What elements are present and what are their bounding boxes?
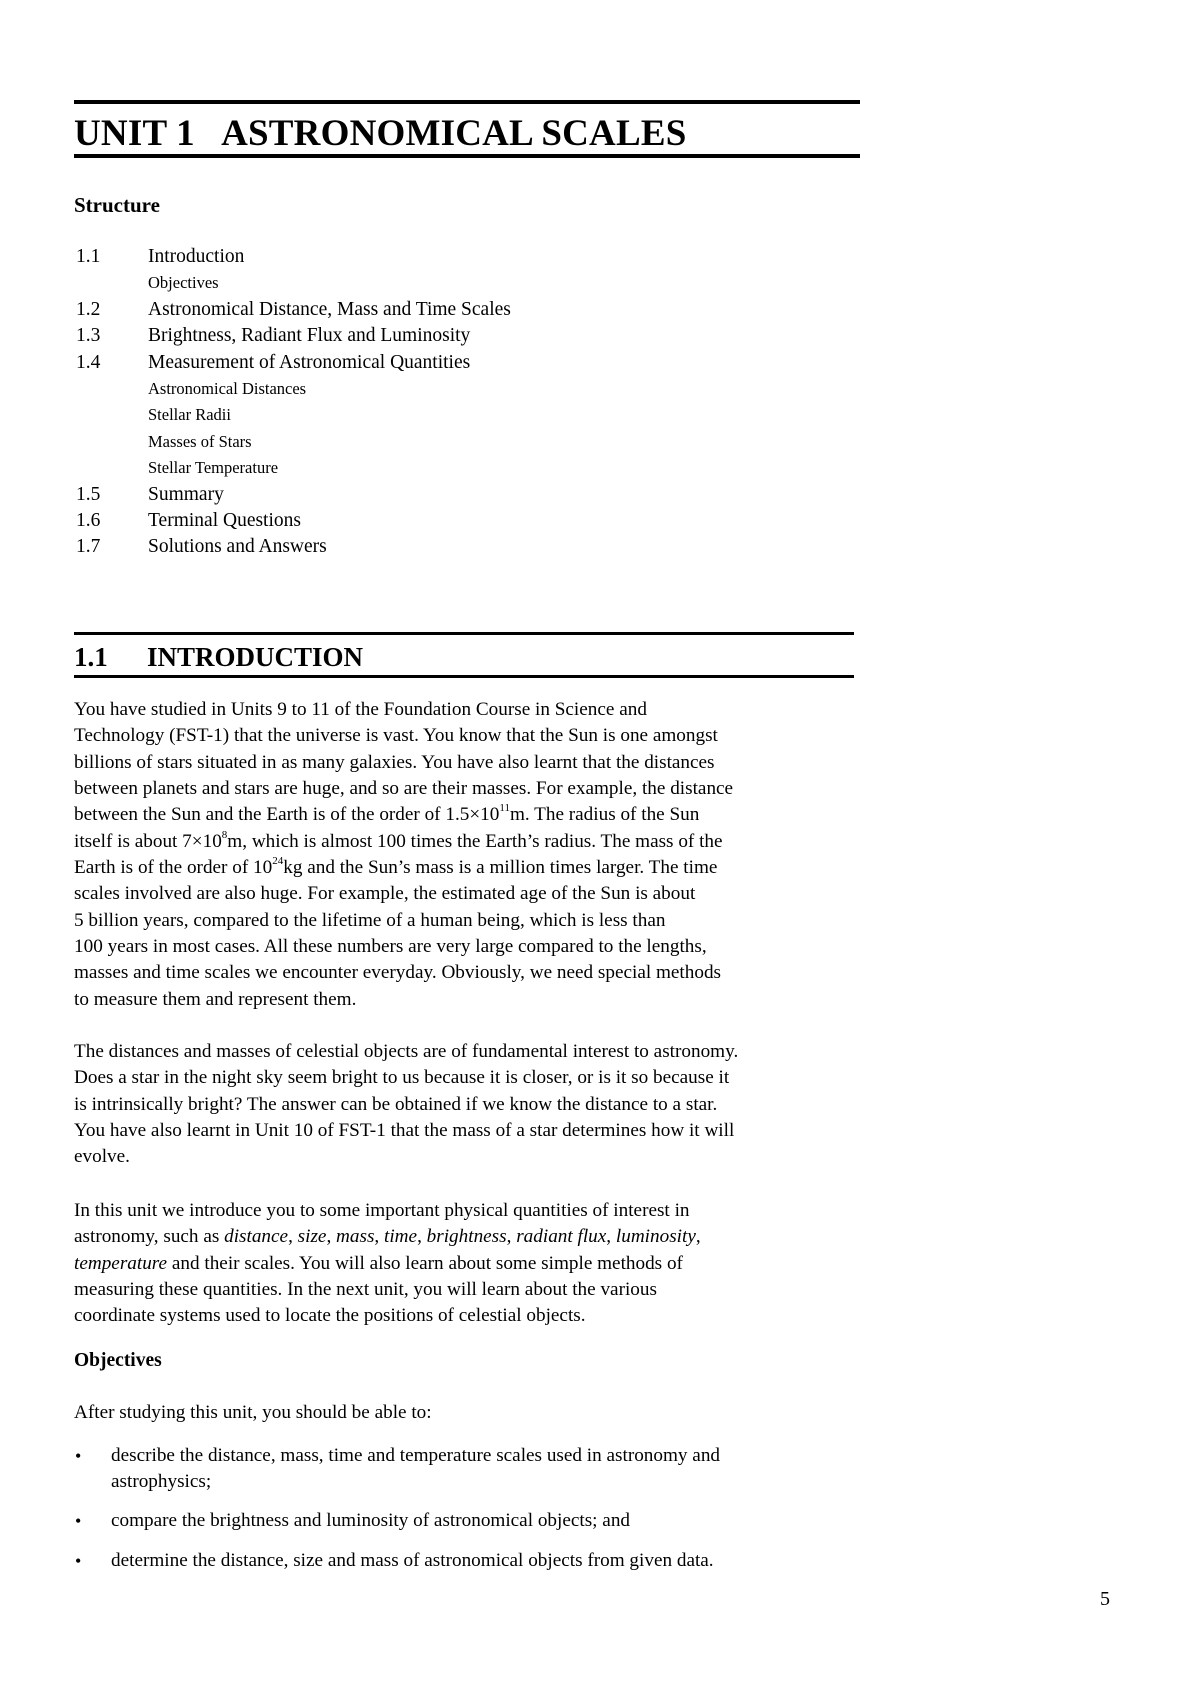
bullet-icon: •: [75, 1550, 82, 1571]
toc-row: [74, 508, 834, 534]
toc-number: 1.2: [76, 298, 101, 320]
text-line: 5 billion years, compared to the lifetime of a human being, which is less than: [74, 909, 666, 931]
text-line: measuring these quantities. In the next unit, you will learn about the various: [74, 1279, 657, 1301]
section-number: 1.1: [74, 642, 108, 672]
list-item-text: [111, 1548, 854, 1574]
list-item: [74, 1548, 854, 1574]
toc-number: 1.5: [76, 483, 101, 505]
term-mass: mass: [336, 1226, 375, 1248]
text-fragment: astronomy, such as: [74, 1226, 225, 1248]
term-luminosity: luminosity: [615, 1226, 696, 1248]
objectives-list: [74, 1443, 854, 1574]
toc-row: [74, 323, 834, 349]
toc-subtitle: Stellar Radii: [148, 405, 231, 425]
toc-subrow: [74, 270, 834, 296]
text-line: is intrinsically bright? The answer can be obtained if we know the distance to a star.: [74, 1093, 718, 1115]
text-line: coordinate systems used to locate the positions of celestial objects.: [74, 1305, 586, 1327]
section-top-rule: [74, 632, 854, 635]
text-line: masses and time scales we encounter everyday. Obviously, we need special methods: [74, 962, 722, 984]
section-title: INTRODUCTION: [147, 642, 364, 672]
table-of-contents: [74, 244, 834, 561]
list-item: [74, 1443, 854, 1495]
text-line: The distances and masses of celestial objects are of fundamental interest to astronomy.: [74, 1041, 739, 1062]
toc-subrow: [74, 455, 834, 481]
text-fragment: kg and the Sun’s mass is a million times larger. The time: [283, 857, 718, 879]
superscript: 8: [221, 828, 228, 841]
separator: ,: [326, 1226, 337, 1248]
toc-number: 1.6: [76, 509, 101, 531]
text-line: You have also learnt in Unit 10 of FST-1 that the mass of a star determines how it will: [74, 1120, 735, 1142]
text-fragment: between the Sun and the Earth is of the order of 1.5×10: [74, 804, 500, 826]
toc-row: [74, 297, 834, 323]
text-line: 100 years in most cases. All these numbers are very large compared to the lengths,: [74, 936, 707, 958]
toc-number: 1.1: [76, 246, 101, 267]
objectives-intro: After studying this unit, you should be able to:: [74, 1402, 432, 1423]
term-brightness: brightness: [426, 1226, 507, 1248]
separator: ,: [606, 1226, 616, 1248]
text-line: between planets and stars are huge, and so are their masses. For example, the distance: [74, 778, 734, 800]
text-line: evolve.: [74, 1146, 130, 1168]
term-time: time: [384, 1226, 418, 1248]
toc-number: 1.7: [76, 536, 101, 558]
toc-subtitle: Masses of Stars: [148, 431, 252, 451]
toc-title: Solutions and Answers: [148, 536, 327, 558]
toc-title: Measurement of Astronomical Quantities: [148, 351, 471, 373]
intro-paragraph-1: [74, 697, 854, 1013]
separator: ,: [417, 1226, 427, 1248]
text-fragment: and their scales. You will also learn about some simple methods of: [167, 1252, 683, 1274]
toc-row: [74, 350, 834, 376]
toc-title: Brightness, Radiant Flux and Luminosity: [148, 325, 471, 347]
structure-heading: Structure: [74, 193, 160, 217]
text-line: [74, 802, 854, 828]
text-line: astrophysics;: [111, 1471, 212, 1493]
page-number: 5: [1100, 1588, 1110, 1610]
title-bottom-rule: [74, 154, 860, 158]
text-line: You have studied in Units 9 to 11 of the Foundation Course in Science and: [74, 699, 647, 720]
text-line: scales involved are also huge. For example, the estimated age of the Sun is about: [74, 883, 696, 905]
toc-row: [74, 534, 834, 560]
separator: ,: [374, 1226, 385, 1248]
separator: ,: [506, 1226, 517, 1248]
toc-subrow: [74, 402, 834, 428]
term-radiant-flux: radiant flux: [516, 1226, 607, 1248]
objectives-heading: Objectives: [74, 1350, 162, 1371]
text-line: to measure them and represent them.: [74, 988, 357, 1010]
toc-number: 1.4: [76, 351, 101, 373]
unit-title: UNIT 1 ASTRONOMICAL SCALES: [74, 113, 687, 154]
term-temperature: temperature: [74, 1252, 168, 1274]
text-line: [74, 1224, 854, 1250]
toc-number: 1.3: [76, 325, 101, 347]
toc-title: Terminal Questions: [148, 509, 301, 531]
text-line: In this unit we introduce you to some important physical quantities of interest in: [74, 1200, 690, 1221]
bullet-icon: •: [75, 1446, 82, 1466]
toc-subrow: [74, 429, 834, 455]
text-fragment: m, which is almost 100 times the Earth’s radius. The mass of the: [227, 830, 723, 852]
text-line: determine the distance, size and mass of astronomical objects from given data.: [111, 1549, 714, 1571]
section-bottom-rule: [74, 675, 854, 678]
text-line: Does a star in the night sky seem bright to us because it is closer, or is it so because it: [74, 1067, 730, 1089]
text-line: [74, 1251, 854, 1277]
text-fragment: Earth is of the order of 10: [74, 857, 273, 879]
text-line: [74, 829, 854, 855]
toc-subtitle: Stellar Temperature: [148, 458, 279, 478]
text-line: Technology (FST-1) that the universe is vast. You know that the Sun is one amongst: [74, 725, 718, 747]
superscript: 11: [499, 802, 510, 815]
toc-subtitle: Astronomical Distances: [148, 378, 307, 398]
toc-row: [74, 482, 834, 508]
text-line: describe the distance, mass, time and temperature scales used in astronomy and: [111, 1445, 721, 1466]
toc-row: [74, 244, 834, 270]
intro-paragraph-2: [74, 1039, 854, 1171]
bullet-icon: •: [75, 1511, 82, 1532]
list-item-text: [111, 1508, 854, 1534]
toc-title: Introduction: [148, 246, 245, 267]
separator: ,: [288, 1226, 298, 1248]
separator: ,: [695, 1226, 701, 1248]
text-line: [74, 855, 854, 881]
title-top-rule: [74, 100, 860, 104]
text-line: compare the brightness and luminosity of astronomical objects; and: [111, 1510, 631, 1532]
list-item-text: [111, 1443, 854, 1495]
text-fragment: itself is about 7×10: [74, 830, 222, 852]
list-item: [74, 1508, 854, 1534]
text-line: billions of stars situated in as many galaxies. You have also learnt that the distances: [74, 751, 715, 773]
term-size: size: [297, 1226, 327, 1248]
toc-title: Astronomical Distance, Mass and Time Scales: [148, 298, 511, 320]
term-distance: distance: [224, 1226, 289, 1248]
superscript: 24: [272, 855, 284, 868]
toc-title: Summary: [148, 483, 224, 505]
section-heading: [74, 642, 363, 673]
toc-subrow: [74, 376, 834, 402]
toc-subtitle: Objectives: [148, 273, 219, 293]
intro-paragraph-3: [74, 1198, 854, 1330]
text-fragment: m. The radius of the Sun: [509, 804, 700, 826]
